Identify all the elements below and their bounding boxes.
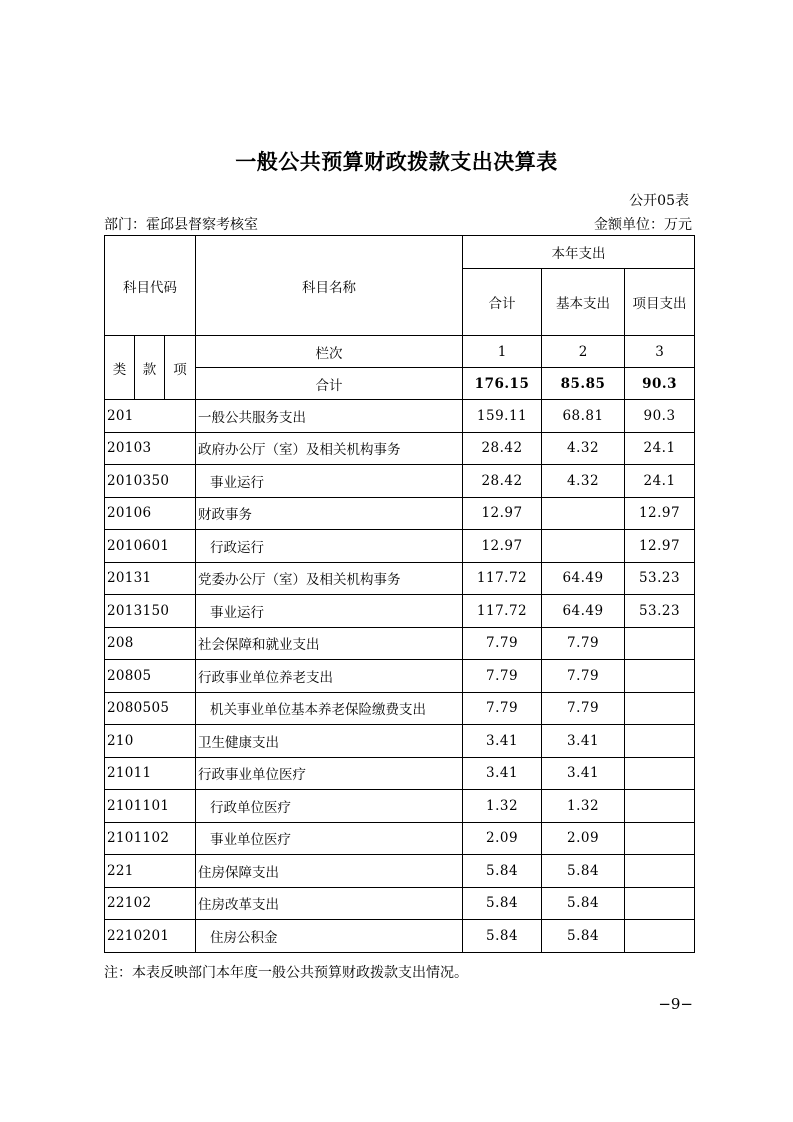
subject-name: 住房保障支出	[196, 855, 463, 888]
basic-amount	[542, 497, 625, 530]
basic-amount: 5.84	[542, 855, 625, 888]
subject-name: 财政事务	[196, 497, 463, 530]
table-row	[105, 432, 695, 465]
total-amount: 159.11	[463, 400, 542, 433]
project-amount: 90.3	[625, 400, 695, 433]
total-amount: 7.79	[463, 627, 542, 660]
project-amount	[625, 660, 695, 693]
subject-name-header: 科目名称	[196, 236, 463, 336]
item-header: 项	[165, 336, 196, 400]
subject-name: 住房改革支出	[196, 887, 463, 920]
basic-amount: 3.41	[542, 725, 625, 758]
table-footnote: 注：本表反映部门本年度一般公共预算财政拨款支出情况。	[104, 965, 468, 981]
column-index-row	[105, 336, 695, 368]
total-amount: 3.41	[463, 725, 542, 758]
project-amount: 24.1	[625, 465, 695, 498]
basic-amount: 1.32	[542, 790, 625, 823]
total-amount: 5.84	[463, 855, 542, 888]
total-amount: 7.79	[463, 692, 542, 725]
subject-code: 210	[105, 725, 196, 758]
summary-project: 90.3	[625, 368, 695, 400]
project-amount	[625, 725, 695, 758]
subject-name: 行政事业单位医疗	[196, 757, 463, 790]
total-amount: 28.42	[463, 432, 542, 465]
subject-code: 22102	[105, 887, 196, 920]
subject-name: 行政运行	[196, 530, 463, 563]
subject-code: 20131	[105, 562, 196, 595]
category-header: 类	[105, 336, 135, 400]
basic-amount	[542, 530, 625, 563]
project-amount	[625, 855, 695, 888]
total-amount: 3.41	[463, 757, 542, 790]
basic-amount: 4.32	[542, 465, 625, 498]
subject-code-header: 科目代码	[105, 236, 196, 336]
table-row	[105, 530, 695, 563]
total-amount: 28.42	[463, 465, 542, 498]
subject-code: 20106	[105, 497, 196, 530]
basic-amount: 64.49	[542, 595, 625, 628]
subject-name: 卫生健康支出	[196, 725, 463, 758]
total-amount: 2.09	[463, 822, 542, 855]
subject-code: 2010350	[105, 465, 196, 498]
project-amount: 53.23	[625, 562, 695, 595]
total-amount: 7.79	[463, 660, 542, 693]
project-amount: 12.97	[625, 530, 695, 563]
table-row	[105, 692, 695, 725]
table-row	[105, 562, 695, 595]
table-row	[105, 855, 695, 888]
column-index-1: 1	[463, 336, 542, 368]
column-index-3: 3	[625, 336, 695, 368]
table-row	[105, 660, 695, 693]
subject-code: 2101102	[105, 822, 196, 855]
project-amount	[625, 790, 695, 823]
subject-name: 党委办公厅（室）及相关机构事务	[196, 562, 463, 595]
basic-amount: 4.32	[542, 432, 625, 465]
basic-amount: 5.84	[542, 887, 625, 920]
basic-amount: 3.41	[542, 757, 625, 790]
project-amount: 12.97	[625, 497, 695, 530]
subject-name: 事业单位医疗	[196, 822, 463, 855]
total-column-header: 合计	[463, 269, 542, 336]
total-amount: 117.72	[463, 562, 542, 595]
subject-code: 2101101	[105, 790, 196, 823]
total-amount: 12.97	[463, 497, 542, 530]
project-amount	[625, 887, 695, 920]
total-amount: 12.97	[463, 530, 542, 563]
basic-amount: 5.84	[542, 920, 625, 953]
subject-name: 政府办公厅（室）及相关机构事务	[196, 432, 463, 465]
subject-name: 住房公积金	[196, 920, 463, 953]
document-title: 一般公共预算财政拨款支出决算表	[235, 149, 558, 174]
basic-amount: 7.79	[542, 692, 625, 725]
summary-label: 合计	[196, 368, 463, 400]
header-row-1	[105, 236, 695, 269]
subject-code: 221	[105, 855, 196, 888]
subject-name: 事业运行	[196, 465, 463, 498]
basic-amount: 2.09	[542, 822, 625, 855]
total-amount: 1.32	[463, 790, 542, 823]
project-amount	[625, 627, 695, 660]
table-row	[105, 790, 695, 823]
table-row	[105, 465, 695, 498]
subject-name: 事业运行	[196, 595, 463, 628]
table-row	[105, 497, 695, 530]
table-row	[105, 757, 695, 790]
basic-amount: 7.79	[542, 660, 625, 693]
summary-basic: 85.85	[542, 368, 625, 400]
subject-name: 机关事业单位基本养老保险缴费支出	[196, 692, 463, 725]
subject-code: 2010601	[105, 530, 196, 563]
total-amount: 117.72	[463, 595, 542, 628]
amount-unit-label: 金额单位：万元	[594, 217, 692, 233]
table-row	[105, 627, 695, 660]
section-header: 款	[135, 336, 165, 400]
current-year-expenditure-header: 本年支出	[463, 236, 695, 269]
subject-code: 2210201	[105, 920, 196, 953]
project-amount: 24.1	[625, 432, 695, 465]
project-amount: 53.23	[625, 595, 695, 628]
department-label: 部门：霍邱县督察考核室	[104, 217, 258, 233]
project-amount	[625, 822, 695, 855]
subject-code: 20805	[105, 660, 196, 693]
basic-amount: 68.81	[542, 400, 625, 433]
total-amount: 5.84	[463, 920, 542, 953]
form-number: 公开05表	[629, 193, 689, 209]
total-amount: 5.84	[463, 887, 542, 920]
basic-amount: 64.49	[542, 562, 625, 595]
basic-expenditure-column-header: 基本支出	[542, 269, 625, 336]
table-row	[105, 822, 695, 855]
table-row	[105, 595, 695, 628]
subject-code: 21011	[105, 757, 196, 790]
project-expenditure-column-header: 项目支出	[625, 269, 695, 336]
subject-code: 2013150	[105, 595, 196, 628]
subject-code: 208	[105, 627, 196, 660]
subject-code: 20103	[105, 432, 196, 465]
subject-code: 201	[105, 400, 196, 433]
subject-code: 2080505	[105, 692, 196, 725]
column-index-2: 2	[542, 336, 625, 368]
subject-name: 行政事业单位养老支出	[196, 660, 463, 693]
project-amount	[625, 692, 695, 725]
column-index-label: 栏次	[196, 336, 463, 368]
project-amount	[625, 757, 695, 790]
subject-name: 社会保障和就业支出	[196, 627, 463, 660]
page-number: −9−	[658, 995, 693, 1013]
project-amount	[625, 920, 695, 953]
table-row	[105, 887, 695, 920]
summary-total: 176.15	[463, 368, 542, 400]
table-row	[105, 400, 695, 433]
table-row	[105, 725, 695, 758]
subject-name: 行政单位医疗	[196, 790, 463, 823]
expenditure-table	[104, 235, 695, 953]
subject-name: 一般公共服务支出	[196, 400, 463, 433]
basic-amount: 7.79	[542, 627, 625, 660]
table-row	[105, 920, 695, 953]
